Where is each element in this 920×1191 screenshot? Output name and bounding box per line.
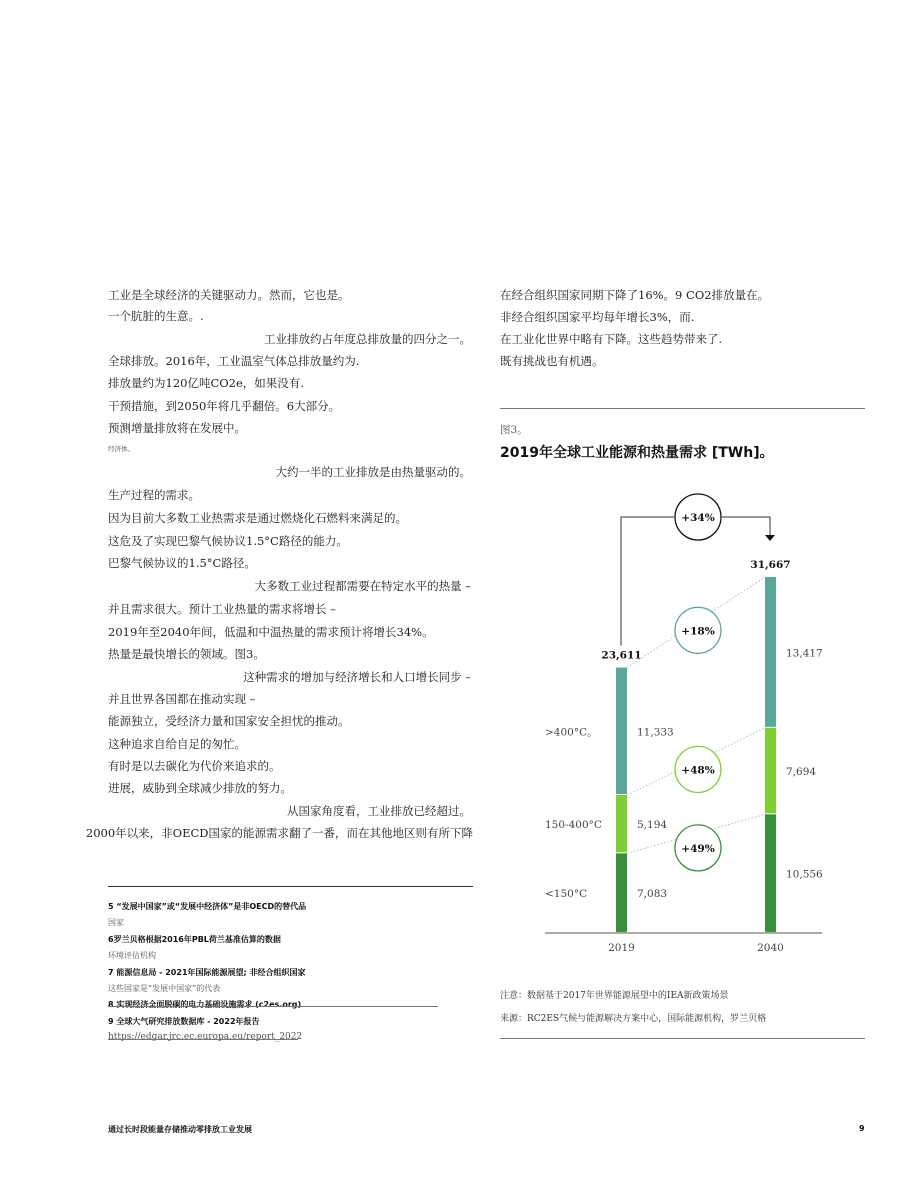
value-label: 13,417 <box>786 647 823 660</box>
body-text-line: 这种追求自给自足的匆忙。 <box>108 737 246 751</box>
figure-top-divider <box>500 408 865 409</box>
body-text-line: 排放量约为120亿吨CO2e，如果没有. <box>108 376 304 390</box>
figure-bottom-divider <box>500 1038 865 1039</box>
bar-segment-2040-0 <box>765 814 776 932</box>
value-label: 5,194 <box>637 819 668 832</box>
body-text-line: 干预措施，到2050年将几乎翻倍。6大部分。 <box>108 399 341 413</box>
body-text-line: 这危及了实现巴黎气候协议1.5°C路径的能力。 <box>108 534 348 548</box>
body-text-line: 预测增量排放将在发展中。 <box>108 421 246 435</box>
series-label: >400°C。 <box>545 726 598 739</box>
footnote-8-link[interactable]: 8 实现经济全面脱碳的电力基础设施需求 (c2es.org) <box>108 1000 302 1009</box>
bar-segment-2019-0 <box>616 853 627 932</box>
footnote-9-url[interactable]: https://edgar.jrc.ec.europa.eu/report_2022 <box>108 1032 303 1042</box>
body-text-line: 大多数工业过程都需要在特定水平的热量 – <box>254 579 471 593</box>
body-text-line: 因为目前大多数工业热需求是通过燃烧化石燃料来满足的。 <box>108 511 407 525</box>
category-label: 2019 <box>608 942 635 954</box>
growth-label: +18% <box>681 625 715 638</box>
series-label: <150°C <box>545 888 588 901</box>
body-text-line: 有时是以去碳化为代价来追求的。 <box>108 759 281 773</box>
bar-segment-2019-2 <box>616 668 627 794</box>
stacked-bar-chart <box>500 480 865 965</box>
body-text-line: 2000年以来，非OECD国家的能源需求翻了一番，而在其他地区则有所下降 <box>85 826 473 840</box>
body-text-line: 工业是全球经济的关键驱动力。然而，它也是。 <box>108 288 350 302</box>
body-text-line: 全球排放。2016年，工业温室气体总排放量约为. <box>108 354 360 368</box>
footnote-5-sub: 国家 <box>108 918 124 927</box>
figure-note: 注意：数据基于2017年世界能源展望中的IEA新政策场景 <box>500 991 729 1001</box>
total-label: 23,611 <box>601 649 642 662</box>
footnote-6-title: 6罗兰贝格根据2016年PBL荷兰基准估算的数据 <box>108 935 281 944</box>
body-text-line: 在工业化世界中略有下降。这些趋势带来了. <box>500 332 723 346</box>
body-text-line: 非经合组织国家平均每年增长3%，而. <box>500 310 695 324</box>
body-text-line: 巴黎气候协议的1.5°C路径。 <box>108 556 256 570</box>
body-text-line: 并且需求很大。预计工业热量的需求将增长 – <box>108 602 336 616</box>
total-bracket-left <box>621 517 674 646</box>
footnote-divider <box>108 886 473 887</box>
footnote-strike-line <box>108 1006 438 1007</box>
body-text-line: 能源独立，受经济力量和国家安全担忧的推动。 <box>108 714 350 728</box>
arrow-down-icon <box>765 535 775 541</box>
value-label: 11,333 <box>637 726 674 739</box>
body-text-line: 工业排放约占年度总排放量的四分之一。 <box>264 332 471 346</box>
value-label: 7,694 <box>786 766 817 779</box>
footer-title: 通过长时段能量存储推动零排放工业发展 <box>108 1125 252 1134</box>
body-text-line: 既有挑战也有机遇。 <box>500 354 604 368</box>
total-growth-label: +34% <box>681 512 715 524</box>
body-text-line: 进展，威胁到全球减少排放的努力。 <box>108 781 292 795</box>
body-text-line: 大约一半的工业排放是由热量驱动的。 <box>275 465 471 479</box>
total-bracket-right <box>722 517 770 537</box>
value-label: 10,556 <box>786 868 823 881</box>
small-note: 经济体。 <box>108 445 134 453</box>
bar-segment-2040-2 <box>765 577 776 727</box>
body-text-line: 生产过程的需求。 <box>108 488 200 502</box>
growth-label: +49% <box>681 842 715 855</box>
body-text-line: 一个肮脏的生意。. <box>108 309 204 323</box>
footnote-6-sub: 环境评估机构 <box>108 951 156 960</box>
body-text-line: 从国家角度看，工业排放已经超过。 <box>287 804 471 818</box>
figure-label: 图3。 <box>500 424 528 436</box>
footnote-7-title: 7 能源信息局 - 2021年国际能源展望; 非经合组织国家 <box>108 968 306 977</box>
figure-title: 2019年全球工业能源和热量需求 [TWh]。 <box>500 445 774 461</box>
total-label: 31,667 <box>750 559 791 571</box>
figure-source: 来源：RC2ES气候与能源解决方案中心，国际能源机构，罗兰贝格 <box>500 1014 767 1024</box>
footnote-strike-line <box>108 1039 298 1040</box>
body-text-line: 2019年至2040年间，低温和中温热量的需求预计将增长34%。 <box>108 625 434 639</box>
body-text-line: 并且世界各国都在推动实现 – <box>108 692 256 706</box>
page-number: 9 <box>859 1124 865 1133</box>
value-label: 7,083 <box>637 888 668 901</box>
body-text-line: 在经合组织国家同期下降了16%。9 CO2排放量在。 <box>500 288 770 302</box>
bar-segment-2019-1 <box>616 795 627 852</box>
footnote-5-title: 5 “发展中国家”或“发展中经济体”是非OECD的替代品 <box>108 902 307 911</box>
series-label: 150-400°C <box>545 819 602 832</box>
footnote-9-title: 9 全球大气研究排放数据库 - 2022年报告 <box>108 1017 260 1026</box>
footnote-7-sub: 这些国家是“发展中国家”的代表 <box>108 984 221 993</box>
category-label: 2040 <box>757 942 784 954</box>
body-text-line: 热量是最快增长的领域。图3。 <box>108 647 265 661</box>
body-text-line: 这种需求的增加与经济增长和人口增长同步 – <box>243 670 471 684</box>
bar-segment-2040-1 <box>765 728 776 813</box>
growth-label: +48% <box>681 764 715 777</box>
